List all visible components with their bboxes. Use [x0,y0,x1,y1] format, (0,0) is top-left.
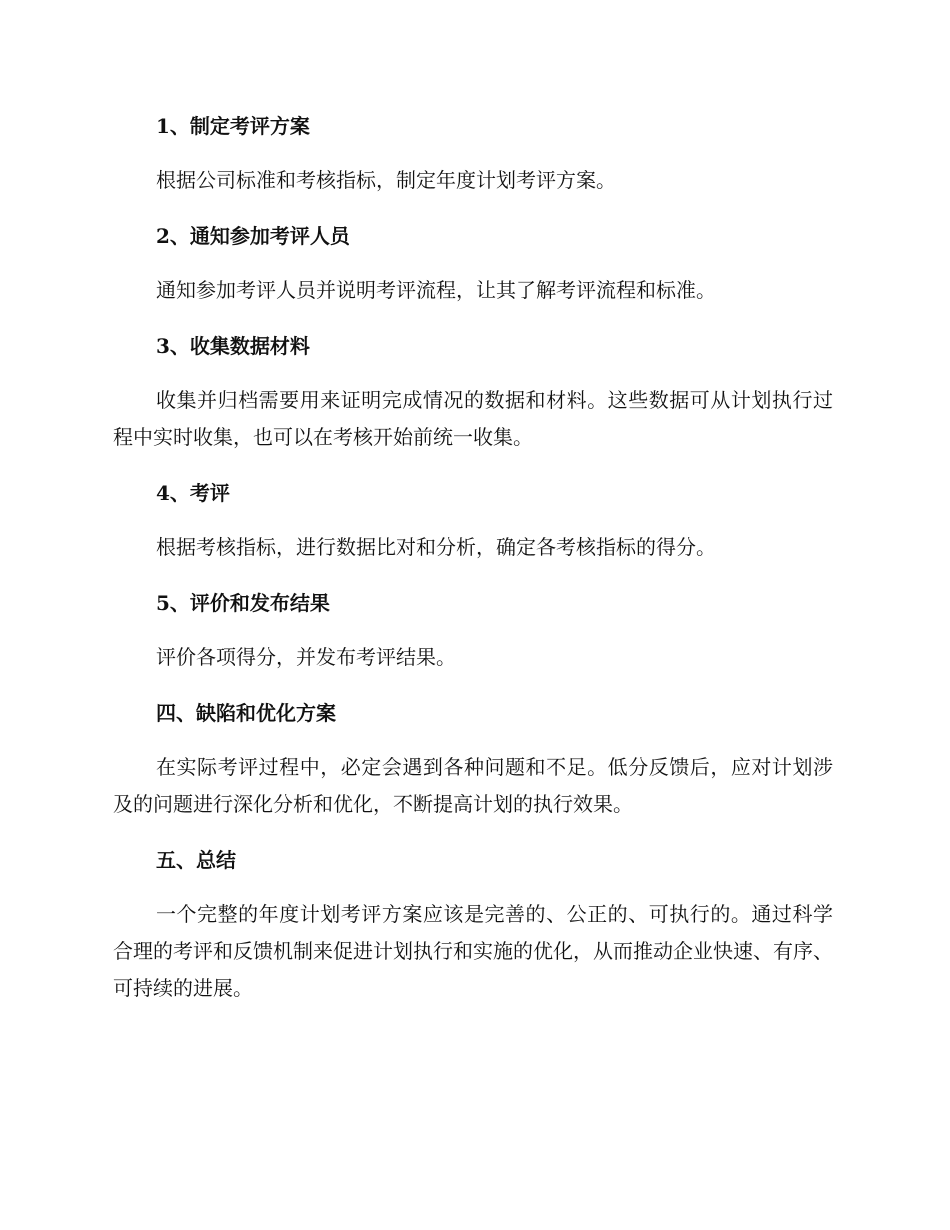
section-heading-summary: 五、总结 [156,848,236,872]
section-paragraph-summary: 一个完整的年度计划考评方案应该是完善的、公正的、可执行的。通过科学合理的考评和反馈机制来促进计划执行和实施的优化，从而推动企业快速、有序、可持续的进展。 [113,902,833,1000]
section-paragraph-defects: 在实际考评过程中，必定会遇到各种问题和不足。低分反馈后，应对计划涉及的问题进行深化分析和优化，不断提高计划的执行效果。 [113,755,833,816]
document-body [113,106,833,1007]
section-paragraph-2: 通知参加考评人员并说明考评流程，让其了解考评流程和标准。 [156,278,716,302]
section-heading-2: 2、通知参加考评人员 [156,224,350,248]
section-heading-1: 1、制定考评方案 [156,114,310,138]
section-paragraph-4: 根据考核指标，进行数据比对和分析，确定各考核指标的得分。 [156,535,716,559]
section-heading-defects: 四、缺陷和优化方案 [156,701,336,725]
section-paragraph-1: 根据公司标准和考核指标，制定年度计划考评方案。 [156,168,616,192]
section-paragraph-3: 收集并归档需要用来证明完成情况的数据和材料。这些数据可从计划执行过程中实时收集，也可以在考核开始前统一收集。 [113,388,833,449]
section-heading-4: 4、考评 [156,481,230,505]
section-paragraph-5: 评价各项得分，并发布考评结果。 [156,645,456,669]
section-heading-5: 5、评价和发布结果 [156,591,330,615]
section-heading-3: 3、收集数据材料 [156,334,310,358]
